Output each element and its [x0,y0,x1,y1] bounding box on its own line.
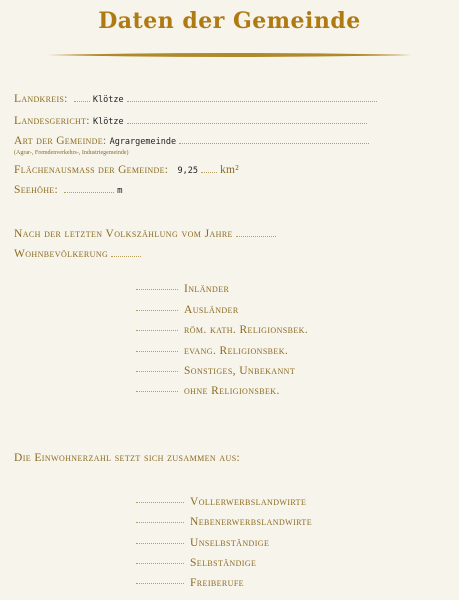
dotted-line [236,235,276,237]
dotted-line [111,255,141,257]
art-label: Art der Gemeinde: [14,135,107,147]
list-item: Selbständige [136,557,256,569]
dotted-line [74,100,90,102]
seehoehe-label: Seehöhe: [14,184,58,196]
composition-intro: Die Einwohnerzahl setzt sich zusammen aus: [14,452,241,464]
list-item: Vollerwerbslandwirte [136,496,306,508]
list-item: Sonstiges, Unbekannt [136,365,295,377]
list-item: Nebenerwerbslandwirte [136,516,312,528]
flaeche-value: 9,25 [177,166,198,176]
list-item: Freiberufe [136,577,244,589]
dotted-line [179,142,369,144]
dotted-line [127,100,377,102]
landkreis-row [14,93,380,105]
art-value: Agrargemeinde [109,137,177,147]
census-intro: Nach der letzten Volkszählung vom Jahre [14,228,233,240]
wohnbevoelkerung-row [14,248,144,260]
page-title: Daten der Gemeinde [98,8,361,34]
art-note: (Agrar-, Fremdenverkehrs-, Industriegemeinde) [14,150,129,156]
flaeche-label: Flächenausmass der Gemeinde: [14,164,169,176]
list-item: evang. Religionsbek. [136,345,288,357]
list-item: Inländer [136,283,229,295]
title-divider [47,52,412,58]
flaeche-row [14,164,239,176]
census-intro-row [14,228,279,240]
wohnbevoelkerung-label: Wohnbevölkerung [14,248,109,260]
landesgericht-row [14,115,370,127]
art-row [14,135,372,147]
dotted-line [127,122,367,124]
landesgericht-value: Klötze [92,117,124,127]
landkreis-value: Klötze [92,95,124,105]
flaeche-unit: km² [219,164,239,176]
dotted-line [201,171,217,173]
seehoehe-unit: m [117,186,123,196]
dotted-line [64,191,114,193]
landesgericht-label: Landesgericht: [14,115,90,127]
seehoehe-row [14,184,123,196]
list-item: röm. kath. Religionsbek. [136,324,308,336]
list-item: Ausländer [136,304,239,316]
list-item: ohne Religionsbek. [136,385,280,397]
list-item: Unselbständige [136,537,269,549]
landkreis-label: Landkreis: [14,93,68,105]
